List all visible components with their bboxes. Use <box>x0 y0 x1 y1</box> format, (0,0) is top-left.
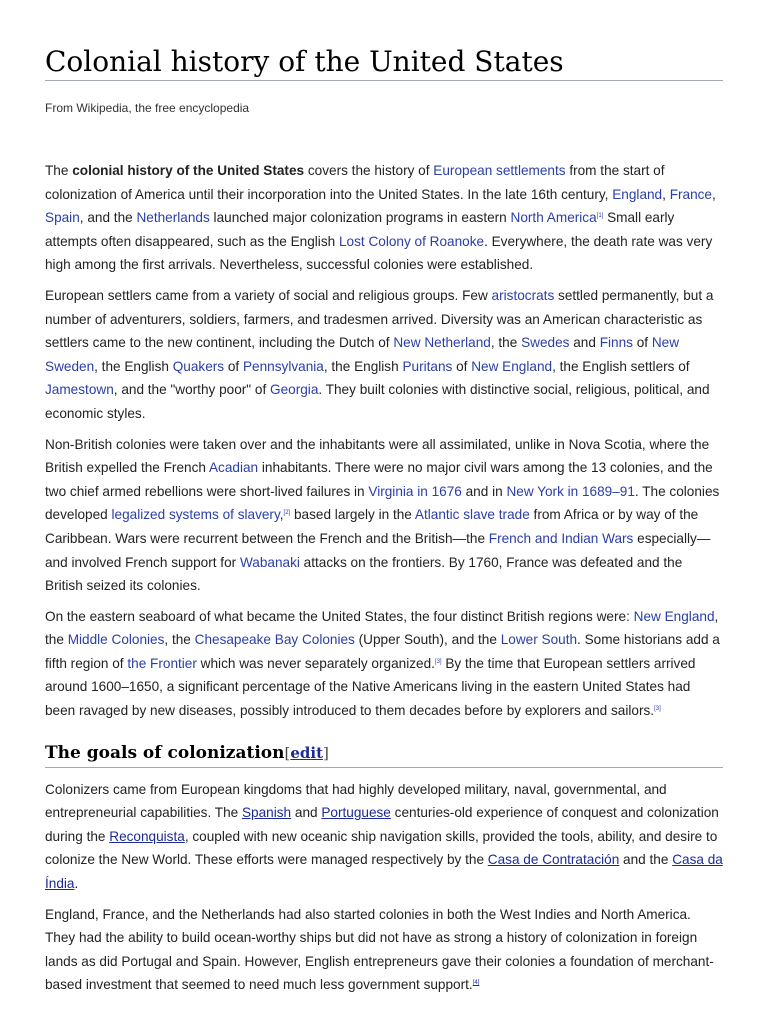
text: The <box>45 163 73 178</box>
section-heading-goals <box>45 741 723 768</box>
bracket-close: ] <box>323 743 329 762</box>
link-virginia-1676[interactable]: Virginia in 1676 <box>368 483 462 499</box>
link-puritans[interactable]: Puritans <box>402 358 453 374</box>
link-wabanaki[interactable]: Wabanaki <box>239 554 300 570</box>
text: Small early attempts often disappeared, such as the English <box>45 210 675 249</box>
link-quakers[interactable]: Quakers <box>172 358 225 374</box>
text: and <box>569 335 600 351</box>
text: , the <box>164 632 195 648</box>
link-portuguese[interactable]: Portuguese <box>321 805 391 821</box>
text: which was never separately organized. <box>196 655 435 671</box>
text: . They built colonies with distinctive social, religious, political, and economic styles. <box>45 382 710 421</box>
citation-ref[interactable]: [1] <box>596 213 604 220</box>
link-jamestown[interactable]: Jamestown <box>45 382 114 398</box>
text: , the <box>490 335 522 351</box>
text: settled permanently, but a number of adventurers, soldiers, farmers, and tradesmen arrived. Diversity was an American characteristic as settlers came to the new continent, including the Dutch of <box>45 287 714 351</box>
link-chesapeake-bay-colonies[interactable]: Chesapeake Bay Colonies <box>194 632 355 648</box>
text: , the <box>45 608 719 648</box>
link-legalized-slavery[interactable]: legalized systems of slavery <box>111 507 280 523</box>
text: Colonizers came from European kingdoms that had highly developed military, naval, governmental, and entrepreneurial capabilities. The <box>45 781 667 821</box>
paragraph-regions <box>45 605 723 723</box>
text: from the start of colonization of America until their incorporation into the United States. In the late 16th century, <box>45 163 665 202</box>
page-title: Colonial history of the United States <box>45 0 723 81</box>
link-finns[interactable]: Finns <box>599 335 633 351</box>
citation-ref[interactable]: [4] <box>472 980 480 987</box>
site-tagline: From Wikipedia, the free encyclopedia <box>45 101 250 115</box>
text: covers the history of <box>304 163 434 178</box>
text: England, France, and the Netherlands had also started colonies in both the West Indies and North America. They had the ability to build ocean-worthy ships but did not have as strong a history of colonization in foreign lands as did Portugal and Spain. However, English entrepreneurs gave their colonies a foundation of merchant-based investment that seemed to need much less government support. <box>45 906 714 993</box>
text: and the <box>619 852 673 868</box>
link-atlantic-slave-trade[interactable]: Atlantic slave trade <box>414 507 530 523</box>
link-pennsylvania[interactable]: Pennsylvania <box>242 358 324 374</box>
link-french-and-indian-wars[interactable]: French and Indian Wars <box>488 530 634 546</box>
text: European settlers came from a variety of social and religious groups. Few <box>45 287 492 303</box>
link-european-settlements[interactable]: European settlements <box>433 163 566 178</box>
link-england[interactable]: England <box>612 186 663 202</box>
text: , <box>662 186 670 202</box>
paragraph-intro <box>45 159 723 277</box>
text: , <box>712 186 716 202</box>
text: , the English <box>94 358 173 374</box>
paragraph-england-france <box>45 903 723 997</box>
link-spain[interactable]: Spain <box>45 210 80 226</box>
text: centuries-old experience of conquest and colonization during the <box>45 805 719 844</box>
text: Non-British colonies were taken over and the inhabitants were all assimilated, unlike in Nova Scotia, where the British expelled the French <box>45 436 710 476</box>
citation-ref[interactable]: [2] <box>283 510 291 517</box>
text: attacks on the frontiers. By 1760, France was defeated and the British seized its colonies. <box>45 554 683 594</box>
link-lower-south[interactable]: Lower South <box>500 632 578 648</box>
text: based largely in the <box>290 507 415 523</box>
text: launched major colonization programs in eastern <box>209 210 511 226</box>
text: . The colonies developed <box>45 483 720 523</box>
link-georgia[interactable]: Georgia <box>270 382 319 398</box>
text: , the English <box>323 358 403 374</box>
text: of <box>224 358 243 374</box>
text: On the eastern seaboard of what became the United States, the four distinct British regions were: <box>45 608 634 624</box>
link-france[interactable]: France <box>669 186 712 202</box>
text: (Upper South), and the <box>354 632 501 648</box>
edit-section <box>285 744 329 762</box>
link-new-netherland[interactable]: New Netherland <box>393 335 491 351</box>
link-spanish[interactable]: Spanish <box>241 805 292 821</box>
text: especially—and involved French support for <box>45 530 711 570</box>
link-new-england[interactable]: New England <box>471 358 553 374</box>
link-north-america[interactable]: North America <box>510 210 597 226</box>
link-swedes[interactable]: Swedes <box>521 335 570 351</box>
paragraph-settlers <box>45 284 723 426</box>
text: , the English settlers of <box>552 358 690 374</box>
link-middle-colonies[interactable]: Middle Colonies <box>67 632 165 648</box>
link-acadian[interactable]: Acadian <box>208 460 259 476</box>
text: , coupled with new oceanic ship navigation skills, provided the tools, ability, and desire to colonize the New World. These efforts were managed respectively by the <box>45 828 718 868</box>
text: , and the "worthy poor" of <box>113 382 271 398</box>
text: By the time that European settlers arrived around 1600–1650, a significant percentage of the Native Americans living in the eastern United States had been ravaged by new diseases, possibly introduced to them decades before by explorers and sailors. <box>45 655 696 719</box>
link-casa-da-india[interactable]: Casa da Índia <box>45 852 723 892</box>
citation-ref[interactable]: [3] <box>434 658 442 665</box>
paragraph-colonizers <box>45 778 723 896</box>
link-new-sweden[interactable]: New Sweden <box>45 335 680 374</box>
text: of <box>452 358 472 374</box>
link-reconquista[interactable]: Reconquista <box>109 828 185 844</box>
link-the-frontier[interactable]: the Frontier <box>127 655 197 671</box>
bracket-open: [ <box>284 743 291 762</box>
link-lost-colony-of-roanoke[interactable]: Lost Colony of Roanoke <box>338 233 485 249</box>
text: . Everywhere, the death rate was very high among the first arrivals. Nevertheless, successful colonies were established. <box>45 233 713 273</box>
link-new-york-1689[interactable]: New York in 1689–91 <box>506 483 635 499</box>
edit-link[interactable]: edit <box>290 743 324 762</box>
text: . <box>74 876 79 892</box>
text: inhabitants. There were no major civil wars among the 13 colonies, and the two chief armed rebellions were short-lived failures in <box>45 460 713 499</box>
text: . Some historians add a fifth region of <box>45 632 720 671</box>
link-aristocrats[interactable]: aristocrats <box>491 287 555 303</box>
link-netherlands[interactable]: Netherlands <box>136 210 210 226</box>
text: , and the <box>79 210 137 226</box>
link-new-england[interactable]: New England <box>633 608 715 624</box>
text: , <box>279 507 284 523</box>
section-heading-text: The goals of colonization <box>45 742 285 763</box>
text: and <box>291 805 322 821</box>
paragraph-non-british <box>45 433 723 598</box>
text: and in <box>461 483 507 499</box>
text: of <box>632 335 652 351</box>
text: from Africa or by way of the Caribbean. Wars were recurrent between the French and the British—the <box>45 507 699 546</box>
citation-ref[interactable]: [3] <box>654 706 661 713</box>
bold-term: colonial history of the United States <box>72 163 305 178</box>
link-casa-de-contratacion[interactable]: Casa de Contratación <box>487 852 620 868</box>
